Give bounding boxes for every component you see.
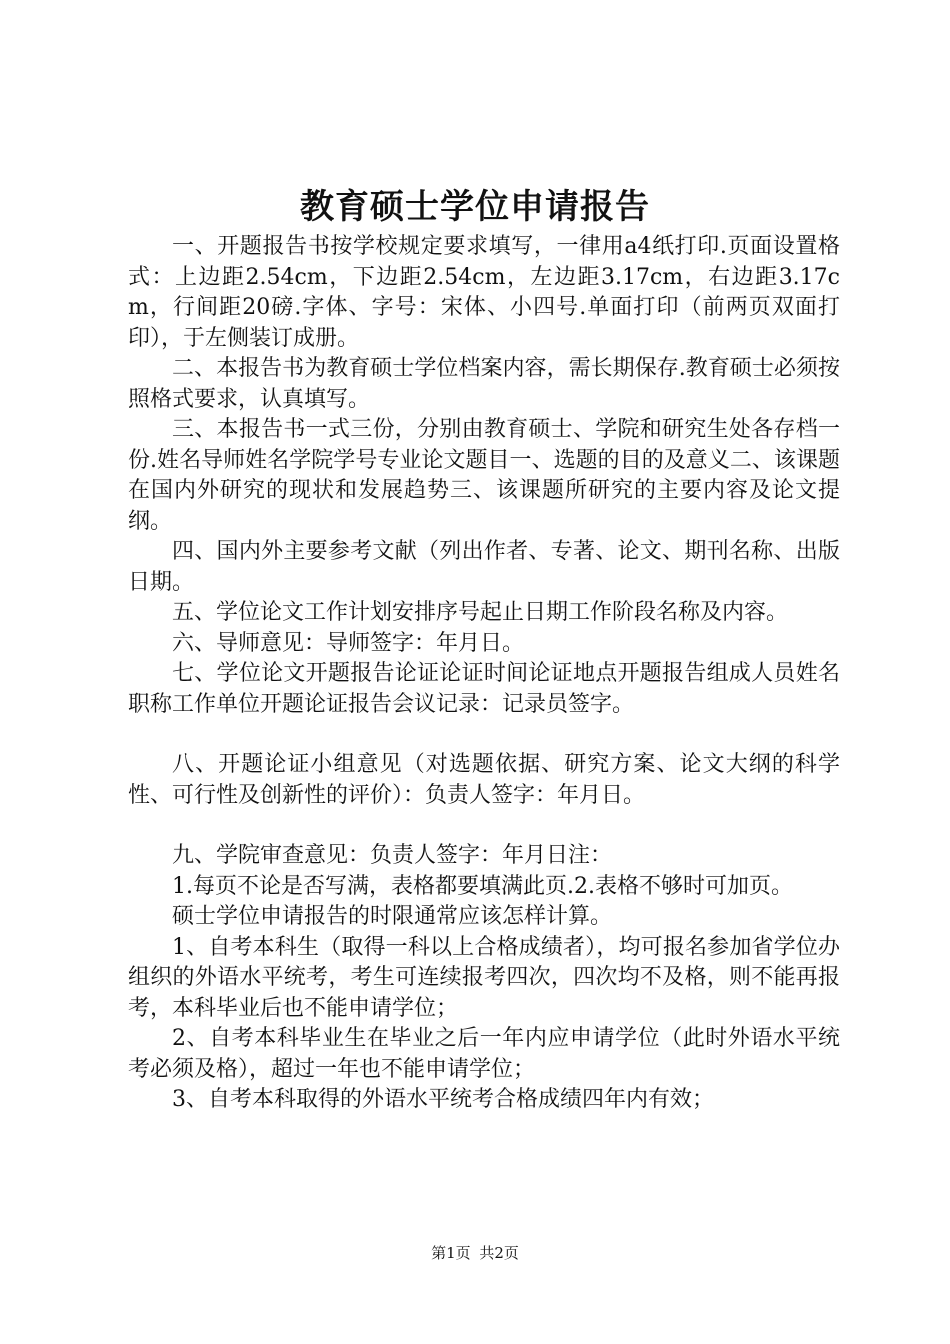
paragraph-9: 九、学院审查意见：负责人签字：年月日注： [172,843,613,868]
paragraph-spacer [128,811,840,841]
paragraph-5: 五、学位论文工作计划安排序号起止日期工作阶段名称及内容。 [172,600,789,625]
paragraph-spacer [128,720,840,750]
paragraph-8: 八、开题论证小组意见（对选题依据、研究方案、论文大纲的科学性、可行性及创新性的评价）：负责人签字：年月日。 [128,752,840,808]
paragraph-10: 1.每页不论是否写满，表格都要填满此页.2.表格不够时可加页。 [172,873,793,899]
page-number: 第1页 [431,1244,471,1262]
paragraph-13: 2、自考本科毕业生在毕业之后一年内应申请学位（此时外语水平统考必须及格），超过一年也不能申请学位； [128,1026,840,1082]
paragraph-12: 1、自考本科生（取得一科以上合格成绩者），均可报名参加省学位办组织的外语水平统考，考生可连续报考四次，四次均不及格，则不能再报考，本科毕业后也不能申请学位； [128,934,840,1021]
paragraph-7: 七、学位论文开题报告论证论证时间论证地点开题报告组成人员姓名职称工作单位开题论证报告会议记录：记录员签字。 [128,661,840,717]
page-footer [0,1243,950,1263]
document-title: 教育硕士学位申请报告 [300,187,650,227]
paragraph-6: 六、导师意见：导师签字：年月日。 [172,630,525,656]
paragraph-14: 3、自考本科取得的外语水平统考合格成绩四年内有效； [172,1087,714,1112]
document-body [128,232,840,1116]
paragraph-11: 硕士学位申请报告的时限通常应该怎样计算。 [172,904,613,929]
paragraph-3: 三、本报告书一式三份，分别由教育硕士、学院和研究生处各存档一份.姓名导师姓名学院学号专业论文题目一、选题的目的及意义二、该课题在国内外研究的现状和发展趋势三、该课题所研究的主要内容及论文提纲。 [128,417,840,534]
page-total: 共2页 [479,1244,519,1262]
paragraph-4: 四、国内外主要参考文献（列出作者、专著、论文、期刊名称、出版日期。 [128,539,840,595]
paragraph-2: 二、本报告书为教育硕士学位档案内容，需长期保存.教育硕士必须按照格式要求，认真填写。 [128,356,840,412]
paragraph-1: 一、开题报告书按学校规定要求填写，一律用a4纸打印.页面设置格式：上边距2.54cm，下边距2.54cm，左边距3.17cm，右边距3.17cm，行间距20磅.字体、字号：宋体、小四号.单面打印（前两页双面打印），于左侧装订成册。 [128,234,840,351]
